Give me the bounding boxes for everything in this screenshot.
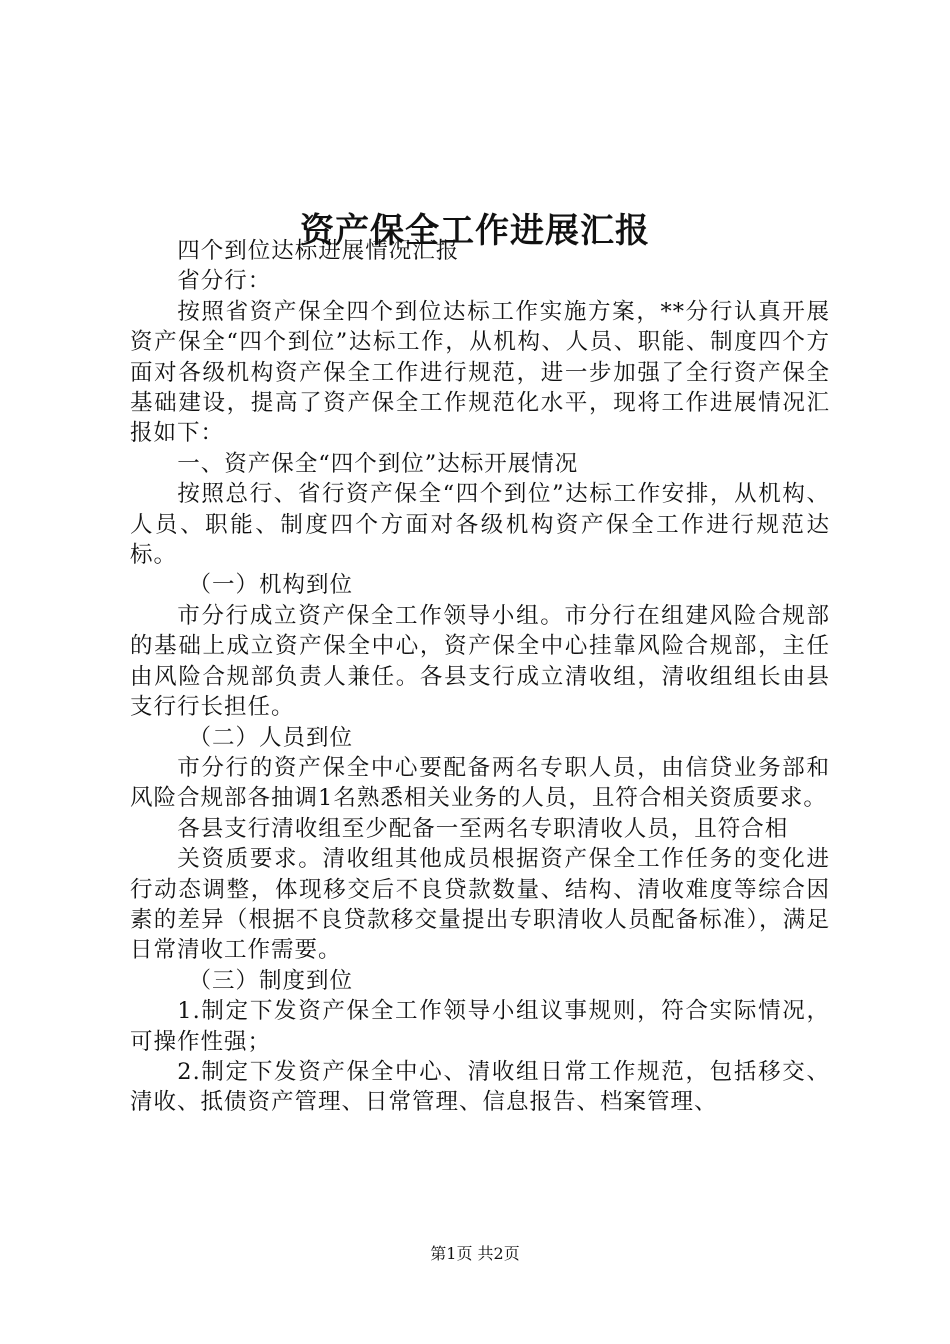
staff-paragraph-1: 市分行的资产保全中心要配备两名专职人员，由信贷业务部和风险合规部各抽调1名熟悉相关业务的人员，且符合相关资质要求。 bbox=[130, 754, 830, 812]
recipient: 省分行： bbox=[177, 268, 272, 295]
document-body bbox=[130, 236, 830, 1118]
rules-item-1: 1.制定下发资产保全工作领导小组议事规则，符合实际情况，可操作性强； bbox=[130, 998, 830, 1055]
subsection-heading-rules: （三）制度到位 bbox=[188, 967, 354, 994]
subtitle: 四个到位达标进展情况汇报 bbox=[177, 238, 460, 264]
staff-paragraph-3: 关资质要求。清收组其他成员根据资产保全工作任务的变化进行动态调整，体现移交后不良贷款数量、结构、清收难度等综合因素的差异（根据不良贷款移交量提出专职清收人员配备标准），满足日常清收工作需要。 bbox=[130, 846, 830, 964]
section-heading-1: 一、资产保全“四个到位”达标开展情况 bbox=[177, 450, 579, 477]
staff-paragraph-2: 各县支行清收组至少配备一至两名专职清收人员，且符合相 bbox=[177, 815, 789, 842]
rules-item-2: 2.制定下发资产保全中心、清收组日常工作规范，包括移交、清收、抵债资产管理、日常管理、信息报告、档案管理、 bbox=[130, 1058, 830, 1116]
page-title: 资产保全工作进展汇报 bbox=[300, 210, 650, 251]
page-footer: 第1页 共2页 bbox=[430, 1244, 520, 1263]
intro-paragraph: 按照省资产保全四个到位达标工作实施方案，**分行认真开展资产保全“四个到位”达标工作，从机构、人员、职能、制度四个方面对各级机构资产保全工作进行规范，进一步加强了全行资产保全基础建设，提高了资产保全工作规范化水平，现将工作进展情况汇报如下： bbox=[130, 298, 830, 447]
subsection-heading-staff: （二）人员到位 bbox=[188, 724, 354, 751]
section-1-paragraph: 按照总行、省行资产保全“四个到位”达标工作安排，从机构、人员、职能、制度四个方面对各级机构资产保全工作进行规范达标。 bbox=[130, 481, 830, 569]
subsection-heading-org: （一）机构到位 bbox=[188, 572, 354, 599]
org-paragraph: 市分行成立资产保全工作领导小组。市分行在组建风险合规部的基础上成立资产保全中心，资产保全中心挂靠风险合规部，主任由风险合规部负责人兼任。各县支行成立清收组，清收组组长由县支行行长担任。 bbox=[130, 602, 830, 721]
